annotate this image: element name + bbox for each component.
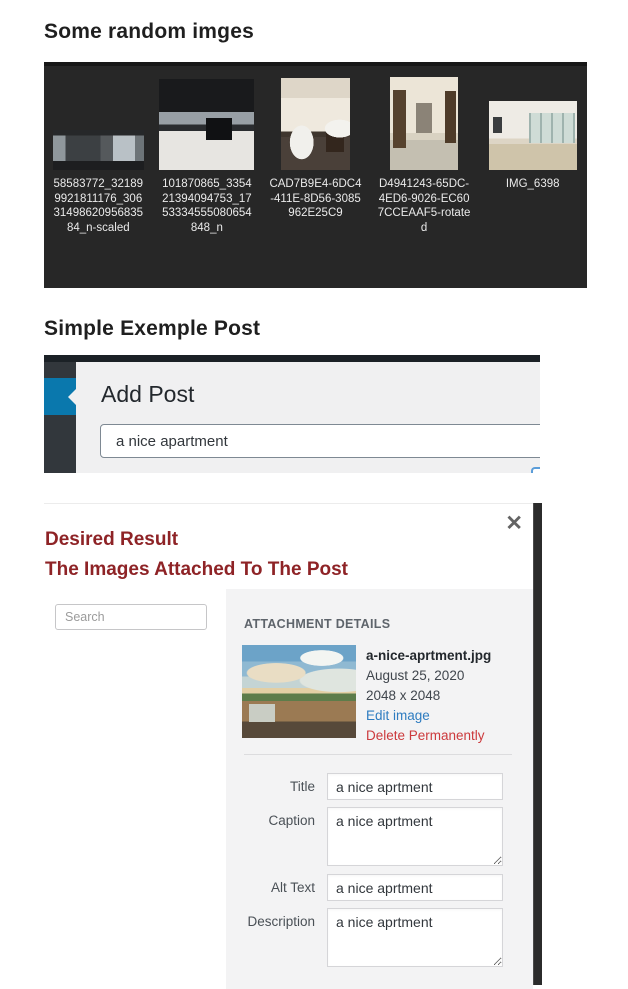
add-post-screenshot bbox=[44, 355, 540, 473]
alt-text-field[interactable] bbox=[327, 874, 503, 901]
gallery-item bbox=[44, 66, 153, 235]
field-row-alt-text bbox=[226, 874, 533, 901]
close-icon[interactable]: ✕ bbox=[505, 512, 523, 535]
search-input[interactable] bbox=[55, 604, 207, 630]
wp-admin-sidebar bbox=[44, 362, 76, 473]
attachment-info bbox=[366, 645, 491, 746]
attachment-summary-row bbox=[242, 645, 491, 746]
gallery-thumbnail-hallway[interactable] bbox=[390, 77, 458, 170]
gallery-caption: 101870865_335421394094753_1753334555080654848_n bbox=[162, 178, 252, 234]
section-title-simple-example-post: Simple Exemple Post bbox=[44, 317, 261, 340]
field-row-title bbox=[226, 773, 533, 800]
media-modal-screenshot bbox=[44, 503, 533, 989]
gallery-item bbox=[370, 66, 479, 235]
gallery-thumbnail-empty-room[interactable] bbox=[489, 101, 577, 170]
modal-scrollbar[interactable] bbox=[533, 503, 542, 985]
gallery-caption: 58583772_321899921811176_3063149862095683584_n-scaled bbox=[53, 178, 144, 234]
edit-image-link[interactable]: Edit image bbox=[366, 708, 430, 723]
gallery-item bbox=[261, 66, 370, 235]
attachment-details-heading: ATTACHMENT DETAILS bbox=[244, 617, 391, 631]
title-label: Title bbox=[289, 779, 315, 794]
gallery-caption: CAD7B9E4-6DC4-411E-8D56-3085962E25C9 bbox=[269, 178, 362, 219]
attachment-dimensions: 2048 x 2048 bbox=[366, 688, 441, 703]
attachment-date: August 25, 2020 bbox=[366, 668, 465, 683]
gallery-thumbnail-bathroom[interactable] bbox=[281, 78, 350, 170]
add-post-heading: Add Post bbox=[101, 381, 195, 407]
alt-text-label: Alt Text bbox=[270, 880, 315, 895]
section-title-random-images: Some random imges bbox=[44, 20, 254, 43]
attachment-fields bbox=[226, 773, 533, 974]
attachment-filename: a-nice-aprtment.jpg bbox=[366, 648, 492, 663]
active-menu-arrow-icon bbox=[68, 389, 76, 405]
description-field[interactable] bbox=[327, 908, 503, 967]
field-row-description bbox=[226, 908, 533, 967]
panel-divider bbox=[244, 754, 512, 755]
gallery-caption: IMG_6398 bbox=[505, 178, 560, 190]
gallery-columns bbox=[44, 66, 587, 235]
caption-field[interactable] bbox=[327, 807, 503, 866]
gallery-item bbox=[153, 66, 262, 235]
image-gallery bbox=[44, 62, 587, 288]
title-field[interactable] bbox=[327, 773, 503, 800]
delete-permanently-link[interactable]: Delete Permanently bbox=[366, 728, 485, 743]
editor-block-corner-fragment bbox=[531, 467, 540, 473]
caption-label: Caption bbox=[268, 813, 315, 828]
media-library-column bbox=[44, 589, 226, 989]
gallery-thumbnail-kitchen[interactable] bbox=[159, 79, 254, 170]
desired-result-heading: Desired Result bbox=[45, 529, 179, 550]
gallery-caption: D4941243-65DC-4ED6-9026-EC607CCEAAF5-rotated bbox=[377, 178, 471, 234]
images-attached-heading: The Images Attached To The Post bbox=[45, 559, 348, 580]
description-label: Description bbox=[247, 914, 315, 929]
gallery-item bbox=[478, 66, 587, 235]
gallery-thumbnail-panorama-room[interactable] bbox=[53, 130, 144, 170]
wp-admin-bar bbox=[44, 355, 540, 362]
attachment-details-panel bbox=[226, 589, 533, 989]
post-title-input[interactable] bbox=[100, 424, 540, 458]
sidebar-active-menu-item[interactable] bbox=[44, 378, 76, 415]
attachment-thumbnail bbox=[242, 645, 356, 738]
field-row-caption bbox=[226, 807, 533, 866]
